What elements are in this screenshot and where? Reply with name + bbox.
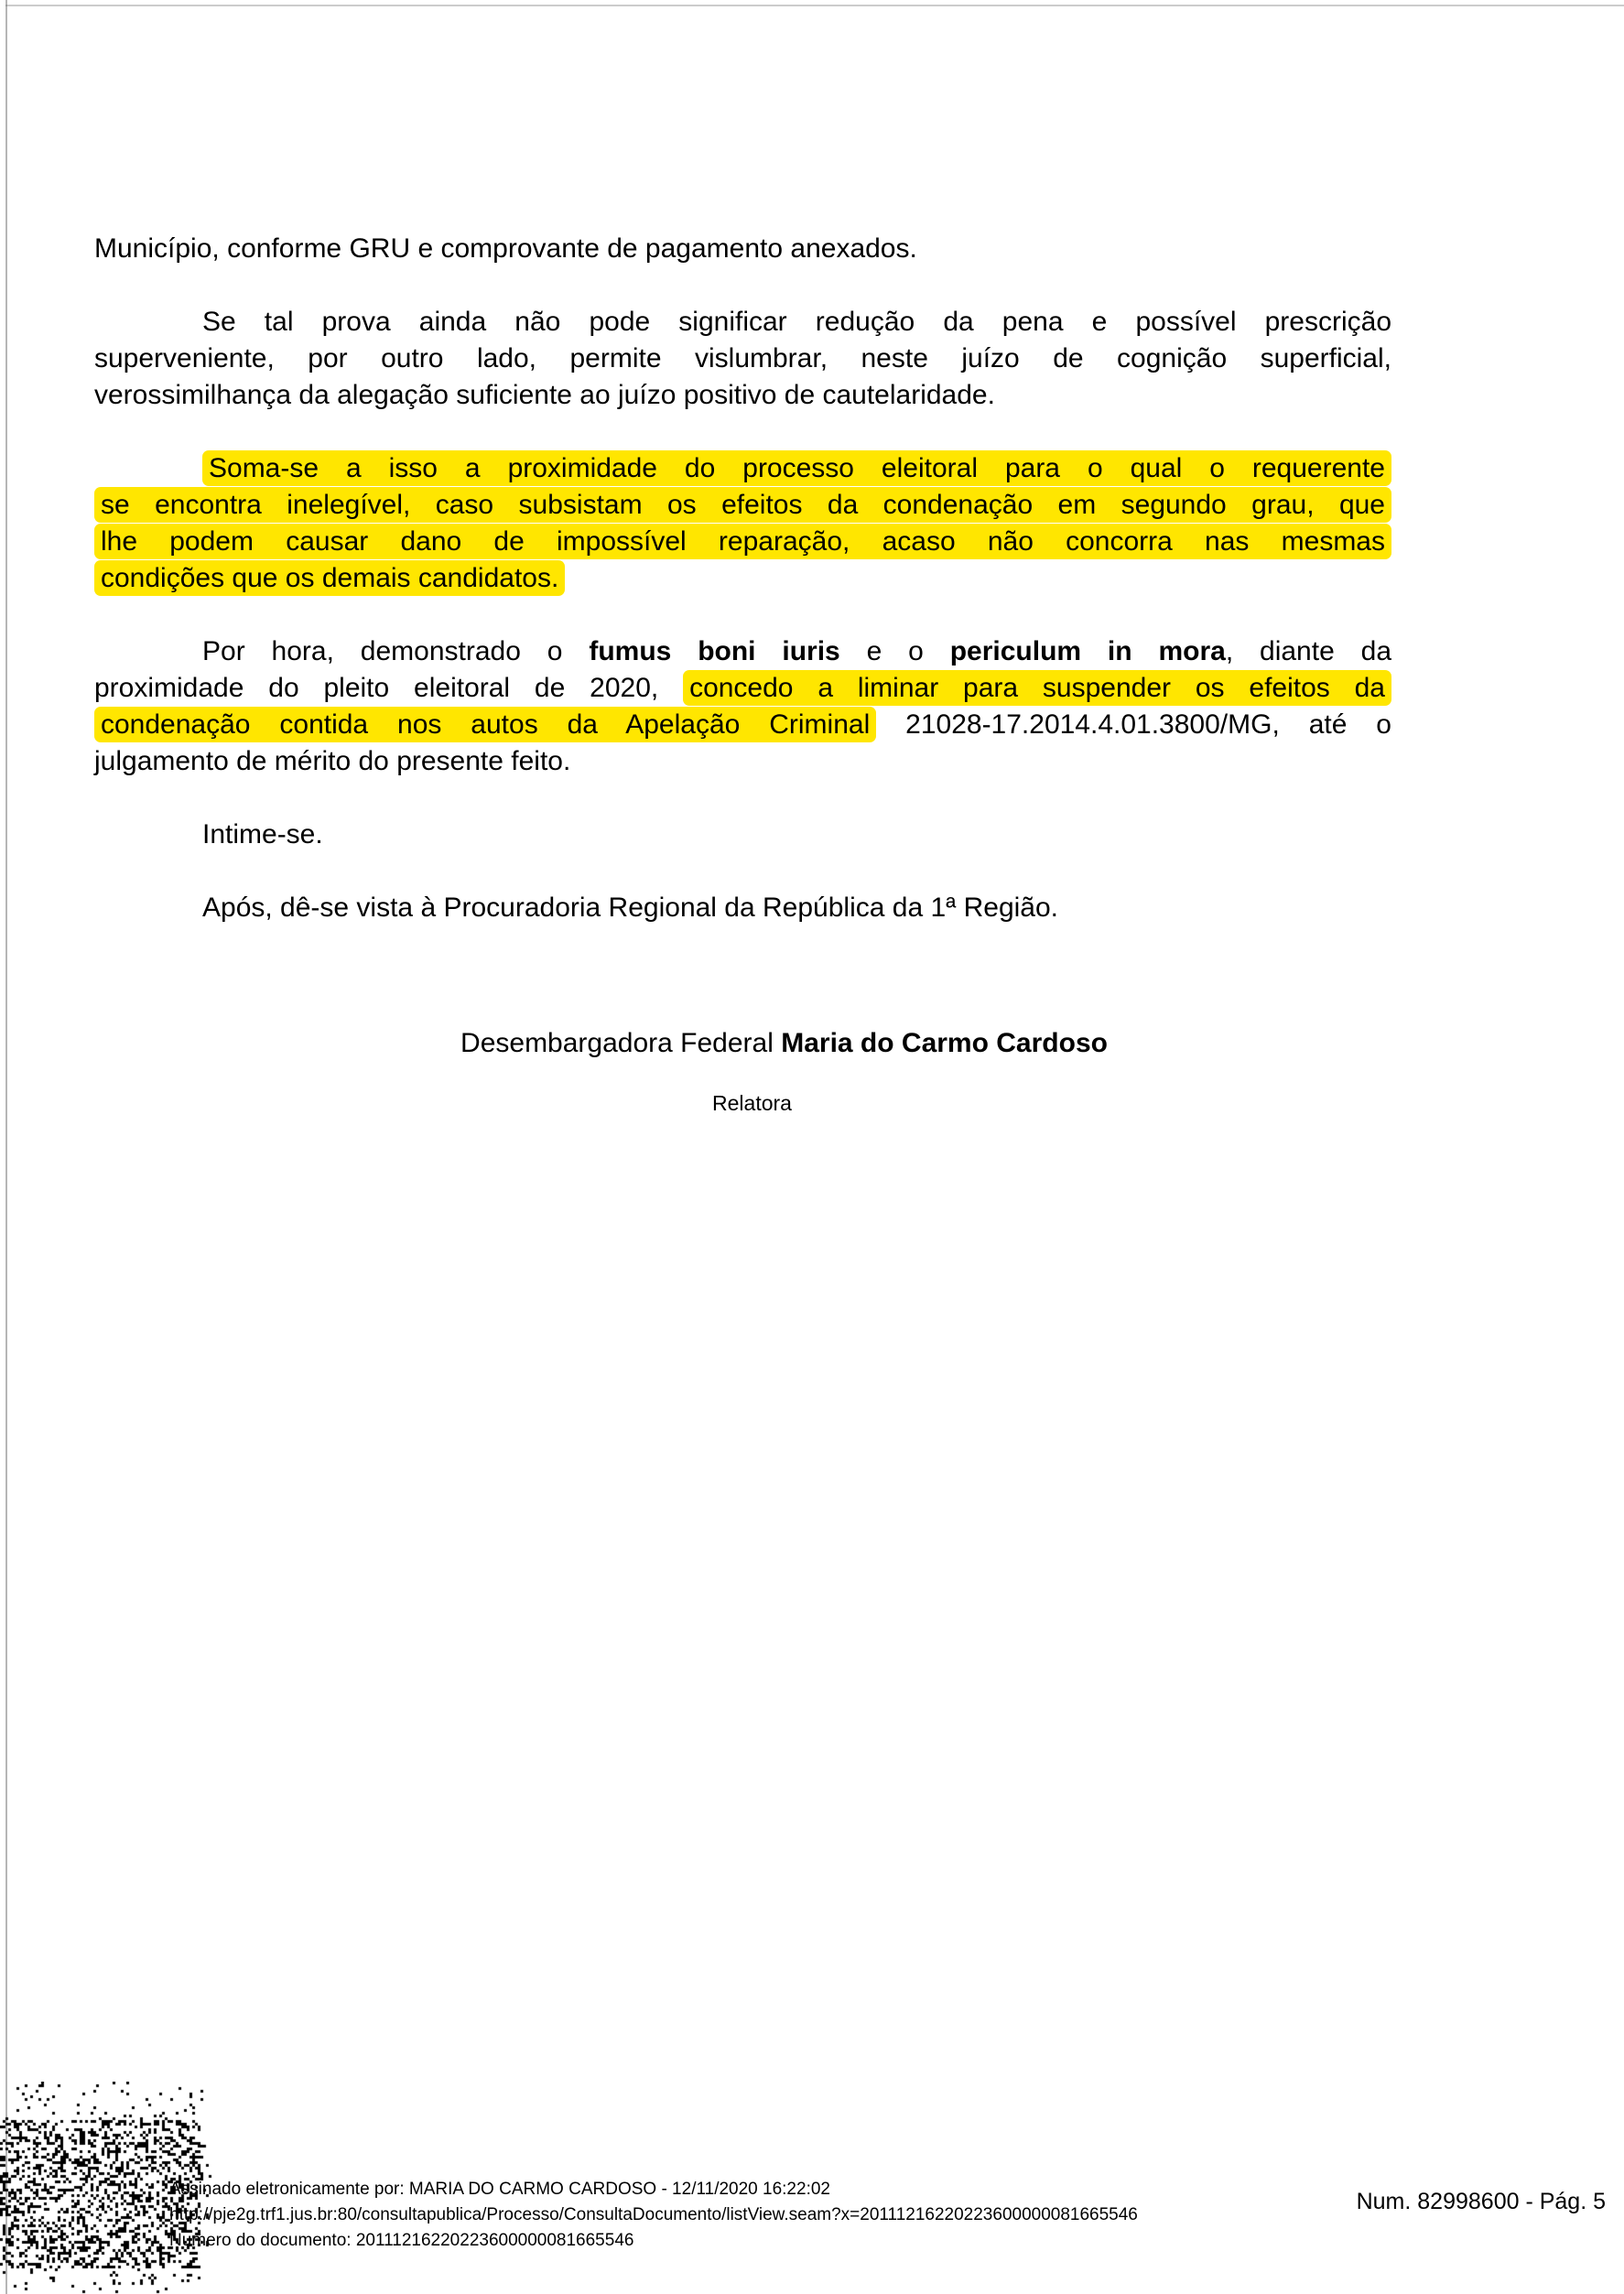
paragraph-line xyxy=(94,817,1391,853)
text-segment: superveniente, por outro lado, permite vislumbrar, neste juízo de cognição superficial, xyxy=(94,343,1391,373)
footer-signed-line: Assinado eletronicamente por: MARIA DO CARMO CARDOSO - 12/11/2020 16:22:02 xyxy=(169,2180,830,2199)
paragraph xyxy=(94,231,1391,267)
paragraph-line xyxy=(94,304,1391,341)
document-content xyxy=(94,231,1391,1117)
paragraph xyxy=(94,890,1391,926)
paragraph-line xyxy=(94,707,1391,743)
text-segment: verossimilhança da alegação suficiente ao juízo positivo de cautelaridade. xyxy=(94,380,995,410)
signature-name: Maria do Carmo Cardoso xyxy=(781,1028,1108,1058)
text-segment: Após, dê-se vista à Procuradoria Regional da República da 1ª Região. xyxy=(202,893,1058,923)
paragraph xyxy=(94,450,1391,597)
text-segment: Município, conforme GRU e comprovante de pagamento anexados. xyxy=(94,233,917,264)
text-segment: julgamento de mérito do presente feito. xyxy=(94,746,571,776)
paragraph-line xyxy=(94,670,1391,707)
paragraph-line xyxy=(94,524,1391,560)
text-segment: fumus boni iuris xyxy=(589,636,840,666)
text-segment: periculum in mora xyxy=(949,636,1226,666)
text-segment: e o xyxy=(839,636,950,666)
highlighted-text: Soma-se a isso a proximidade do processo eleitoral para o qual o requerente xyxy=(202,450,1391,486)
signature-title: Desembargadora Federal xyxy=(460,1028,782,1058)
highlighted-text: concedo a liminar para suspender os efeitos da xyxy=(683,670,1391,706)
footer xyxy=(169,2177,1138,2254)
footer-doc-number-line: Numero do documento: 20111216220223600000081665546 xyxy=(169,2231,634,2250)
scan-edge-left xyxy=(5,0,7,2294)
paragraph-line xyxy=(94,450,1391,487)
scan-edge-top xyxy=(5,5,1624,6)
highlighted-text: se encontra inelegível, caso subsistam os efeitos da condenação em segundo grau, que xyxy=(94,487,1391,523)
text-segment: Intime-se. xyxy=(202,819,323,849)
paragraph-line xyxy=(94,487,1391,524)
paragraph xyxy=(94,304,1391,414)
paragraph-line xyxy=(94,560,1391,597)
footer-url-line: http://pje2g.trf1.jus.br:80/consultapublica/Processo/ConsultaDocumento/listView.seam?x=20111216220223600000081665546 xyxy=(169,2205,1138,2224)
text-segment: 21028-17.2014.4.01.3800/MG, até o xyxy=(876,709,1391,740)
page-number: Num. 82998600 - Pág. 5 xyxy=(1356,2189,1606,2214)
paragraph-line xyxy=(94,377,1391,414)
document-body xyxy=(94,231,1391,926)
paragraph-line xyxy=(94,341,1391,377)
text-segment: , diante da xyxy=(1225,636,1392,666)
paragraph xyxy=(94,633,1391,780)
paragraph-line xyxy=(94,633,1391,670)
signature-role: Relatora xyxy=(712,1091,792,1115)
text-segment: proximidade do pleito eleitoral de 2020, xyxy=(94,673,684,703)
paragraph-line xyxy=(94,890,1391,926)
paragraph xyxy=(94,817,1391,853)
paragraph-line xyxy=(94,743,1391,780)
signature-line xyxy=(135,1025,1433,1062)
highlighted-text: lhe podem causar dano de impossível reparação, acaso não concorra nas mesmas xyxy=(94,524,1391,559)
text-segment: Por hora, demonstrado o xyxy=(202,636,590,666)
highlighted-text: condenação contida nos autos da Apelação Criminal xyxy=(94,707,876,742)
text-segment: Se tal prova ainda não pode significar redução da pena e possível prescrição xyxy=(202,307,1391,337)
highlighted-text: condições que os demais candidatos. xyxy=(94,560,565,596)
paragraph-line xyxy=(94,231,1391,267)
